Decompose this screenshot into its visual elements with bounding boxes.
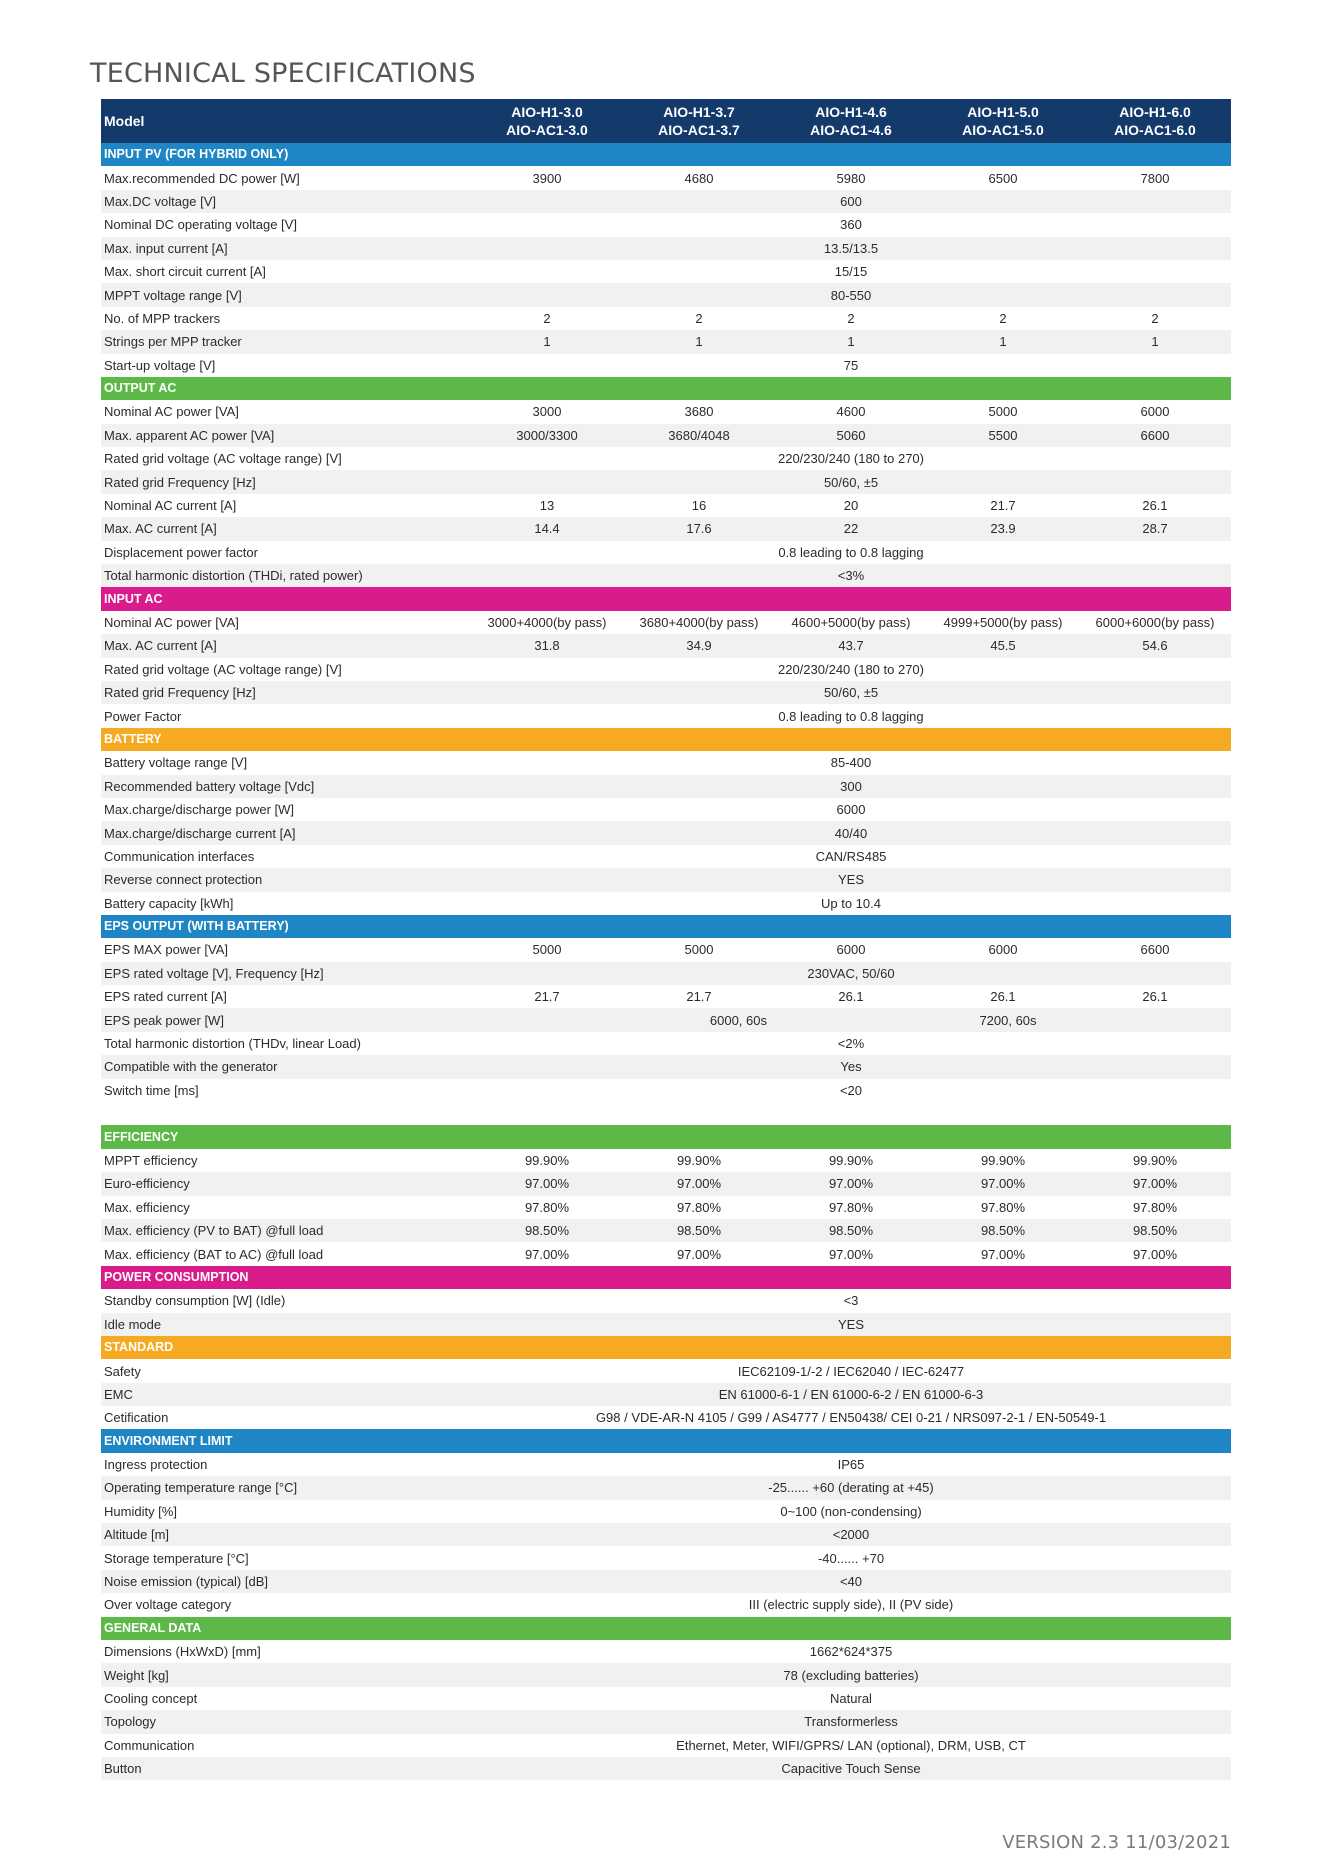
table-row <box>101 1453 1231 1476</box>
spec-value: 97.80% <box>980 1199 1026 1215</box>
spec-label: Rated grid Frequency [Hz] <box>101 681 471 704</box>
table-row <box>101 1593 1231 1616</box>
spec-value-shared: -25...... +60 (derating at +45) <box>471 1476 1231 1499</box>
spec-value: 17.6 <box>623 517 775 540</box>
table-row <box>101 1219 1231 1242</box>
spec-value-shared: 40/40 <box>471 821 1231 844</box>
spec-label: Standby consumption [W] (Idle) <box>104 1293 286 1309</box>
spec-label: Max.DC voltage [V] <box>101 190 471 213</box>
spec-value: 4600+5000(by pass) <box>791 615 911 630</box>
table-row <box>101 634 1231 657</box>
spec-value: 3900 <box>532 170 562 186</box>
spec-value: 4680 <box>684 170 714 186</box>
spec-label: Humidity [%] <box>104 1503 177 1519</box>
spec-value: 98.50% <box>471 1219 623 1242</box>
spec-value-shared: Up to 10.4 <box>821 895 881 911</box>
spec-label: Operating temperature range [°C] <box>101 1476 471 1499</box>
spec-label: Max.charge/discharge power [W] <box>104 802 295 818</box>
spec-value: 5000 <box>532 942 562 958</box>
spec-value: 98.50% <box>623 1219 775 1242</box>
spec-value: 26.1 <box>990 989 1016 1005</box>
table-row <box>101 470 1231 493</box>
table-row <box>101 517 1231 540</box>
table-row <box>101 1008 1231 1031</box>
spec-label: No. of MPP trackers <box>104 310 221 326</box>
spec-label: Safety <box>104 1363 141 1379</box>
model-name-h1: AIO-H1-4.6 <box>815 103 887 120</box>
section-title: BATTERY <box>101 728 1231 751</box>
spec-value: 97.00% <box>927 1172 1079 1195</box>
table-row <box>101 1734 1231 1757</box>
spec-label: Idle mode <box>101 1313 471 1336</box>
spec-value: 97.00% <box>623 1172 775 1195</box>
spec-label: Max. AC current [A] <box>101 634 471 657</box>
spec-value: 1 <box>623 330 775 353</box>
spec-value-shared: 13.5/13.5 <box>471 237 1231 260</box>
table-row <box>101 1359 1231 1382</box>
spec-value-shared: <3% <box>471 564 1231 587</box>
section-header-row <box>101 915 1231 938</box>
spec-value: 2 <box>695 310 703 326</box>
spec-value: 2 <box>847 310 855 326</box>
spec-value-shared: 220/230/240 (180 to 270) <box>777 451 924 467</box>
spec-value: 99.90% <box>1132 1152 1178 1168</box>
table-row <box>101 1640 1231 1663</box>
table-row <box>101 681 1231 704</box>
spec-label: Start-up voltage [V] <box>104 357 216 373</box>
table-row <box>101 1313 1231 1336</box>
spec-table-body <box>101 99 1231 1780</box>
spec-value-shared: -40...... +70 <box>817 1550 885 1566</box>
version-footer: VERSION 2.3 11/03/2021 <box>1002 1832 1231 1853</box>
table-row <box>101 166 1231 189</box>
table-row <box>101 868 1231 891</box>
section-header-row <box>101 728 1231 751</box>
spec-label: Dimensions (HxWxD) [mm] <box>104 1644 261 1660</box>
spec-value: 97.00% <box>1132 1246 1178 1262</box>
spec-label: Max. input current [A] <box>101 237 471 260</box>
spec-label: Ingress protection <box>104 1457 208 1473</box>
spec-value: 7800 <box>1140 170 1170 186</box>
spacer-row <box>101 1102 1231 1125</box>
table-row <box>101 283 1231 306</box>
section-title: OUTPUT AC <box>101 377 1231 400</box>
spec-value: 28.7 <box>1079 517 1231 540</box>
spec-value: 13 <box>539 498 555 514</box>
section-header-row <box>101 587 1231 610</box>
spec-label: Storage temperature [°C] <box>104 1550 249 1566</box>
spec-value: 21.7 <box>990 498 1016 514</box>
table-row <box>101 1687 1231 1710</box>
spec-value-shared: EN 61000-6-1 / EN 61000-6-2 / EN 61000-6-3 <box>471 1383 1231 1406</box>
spec-value-shared: 85-400 <box>830 755 872 771</box>
table-row <box>101 354 1231 377</box>
spec-value: 99.90% <box>676 1152 722 1168</box>
spec-value-shared: CAN/RS485 <box>815 848 887 864</box>
spec-value-shared: G98 / VDE-AR-N 4105 / G99 / AS4777 / EN50438/ CEI 0-21 / NRS097-2-1 / EN-50549-1 <box>595 1410 1107 1426</box>
spec-label: Max. apparent AC power [VA] <box>101 424 471 447</box>
spec-value-shared: 600 <box>471 190 1231 213</box>
spec-value: 97.00% <box>775 1172 927 1195</box>
spec-label: Battery voltage range [V] <box>104 755 248 771</box>
spec-value: 6600 <box>1140 942 1170 958</box>
spec-value: 5060 <box>775 424 927 447</box>
spec-label: EPS rated voltage [V], Frequency [Hz] <box>101 962 471 985</box>
spec-label: Communication interfaces <box>104 848 255 864</box>
table-row <box>101 1196 1231 1219</box>
section-title: GENERAL DATA <box>101 1617 1231 1640</box>
spec-value: 6000+6000(by pass) <box>1095 615 1215 630</box>
spec-value-shared: 0.8 leading to 0.8 lagging <box>778 708 924 724</box>
section-title: STANDARD <box>101 1336 1231 1359</box>
spec-value: 5000 <box>988 404 1018 420</box>
spec-value-shared: 220/230/240 (180 to 270) <box>777 661 924 677</box>
model-header-cell <box>623 99 775 143</box>
spec-value-shared: 80-550 <box>471 283 1231 306</box>
table-row <box>101 1406 1231 1429</box>
table-row <box>101 237 1231 260</box>
spec-value: 26.1 <box>838 989 864 1005</box>
spec-label: Nominal AC current [A] <box>104 498 237 514</box>
spec-label: Battery capacity [kWh] <box>104 895 234 911</box>
table-row <box>101 1500 1231 1523</box>
table-row <box>101 1079 1231 1102</box>
spec-table <box>101 99 1231 1780</box>
model-name-ac1: AIO-AC1-6.0 <box>1114 122 1196 138</box>
spec-value: 26.1 <box>1142 498 1168 514</box>
spec-value-shared: IEC62109-1/-2 / IEC62040 / IEC-62477 <box>737 1363 965 1379</box>
table-row <box>101 1289 1231 1312</box>
table-row <box>101 1546 1231 1569</box>
table-row <box>101 611 1231 634</box>
model-name-ac1: AIO-AC1-3.0 <box>506 122 588 138</box>
spec-value: 31.8 <box>471 634 623 657</box>
spec-value-shared: IP65 <box>837 1457 865 1473</box>
spec-value: 45.5 <box>927 634 1079 657</box>
spec-label: Rated grid voltage (AC voltage range) [V] <box>104 451 342 467</box>
table-row <box>101 962 1231 985</box>
spec-value: 97.80% <box>828 1199 874 1215</box>
spec-label: Rated grid voltage (AC voltage range) [V] <box>104 661 342 677</box>
spec-label: Nominal AC power [VA] <box>104 615 239 630</box>
spec-label: Over voltage category <box>104 1597 232 1613</box>
spec-label: Altitude [m] <box>101 1523 471 1546</box>
spec-value-shared: 0~100 (non-condensing) <box>780 1503 922 1519</box>
table-row <box>101 400 1231 423</box>
table-row <box>101 541 1231 564</box>
spec-value-shared: 1662*624*375 <box>809 1644 893 1660</box>
section-header-row <box>101 1336 1231 1359</box>
section-header-row <box>101 1266 1231 1289</box>
spec-value: 26.1 <box>1142 989 1168 1005</box>
spec-label: Max. efficiency (BAT to AC) @full load <box>104 1246 324 1262</box>
table-row <box>101 1570 1231 1593</box>
spec-label: Recommended battery voltage [Vdc] <box>101 775 471 798</box>
spec-value-shared: 360 <box>840 217 862 233</box>
spec-value: 98.50% <box>927 1219 1079 1242</box>
spec-value-shared: Transformerless <box>471 1710 1231 1733</box>
spec-value: 97.00% <box>676 1246 722 1262</box>
spec-label: Nominal DC operating voltage [V] <box>104 217 297 233</box>
section-title: EPS OUTPUT (WITH BATTERY) <box>101 915 1231 938</box>
table-row <box>101 658 1231 681</box>
spec-value-shared: YES <box>471 868 1231 891</box>
table-row <box>101 1242 1231 1265</box>
spec-value-shared: <2% <box>837 1036 865 1052</box>
spec-label: Strings per MPP tracker <box>101 330 471 353</box>
spec-value: 6500 <box>988 170 1018 186</box>
spec-value-group: 7200, 60s <box>775 1008 1231 1031</box>
table-row <box>101 307 1231 330</box>
spec-value-shared: 6000 <box>836 802 866 818</box>
spec-label: Displacement power factor <box>104 544 258 560</box>
spec-label: Max.recommended DC power [W] <box>104 170 300 186</box>
table-row <box>101 1032 1231 1055</box>
spec-value: 3680+4000(by pass) <box>639 615 759 630</box>
spec-value: 99.90% <box>828 1152 874 1168</box>
spec-value-group: 6000, 60s <box>471 1008 775 1031</box>
spec-value: 97.00% <box>980 1246 1026 1262</box>
spec-label: EPS MAX power [VA] <box>104 942 229 958</box>
spec-value: 6600 <box>1079 424 1231 447</box>
spec-label: Noise emission (typical) [dB] <box>101 1570 471 1593</box>
model-name-ac1: AIO-AC1-3.7 <box>658 122 740 138</box>
spec-label: Communication <box>104 1737 195 1753</box>
spec-value: 98.50% <box>775 1219 927 1242</box>
spec-value-shared: 50/60, ±5 <box>471 681 1231 704</box>
spec-label: Max. efficiency (PV to BAT) @full load <box>101 1219 471 1242</box>
spec-value-shared: III (electric supply side), II (PV side) <box>748 1597 954 1613</box>
table-row <box>101 704 1231 727</box>
spec-label: Power Factor <box>104 708 182 724</box>
spec-value: 4600 <box>836 404 866 420</box>
spec-value: 5000 <box>684 942 714 958</box>
spec-value: 43.7 <box>775 634 927 657</box>
spec-value-shared: 78 (excluding batteries) <box>471 1663 1231 1686</box>
section-title: ENVIRONMENT LIMIT <box>101 1429 1231 1452</box>
spec-value-shared: 50/60, ±5 <box>471 470 1231 493</box>
table-row <box>101 985 1231 1008</box>
spec-value: 1 <box>927 330 1079 353</box>
spec-value-shared: Yes <box>471 1055 1231 1078</box>
spec-value-shared: Natural <box>830 1690 872 1706</box>
section-header-row <box>101 1617 1231 1640</box>
model-header-cell <box>471 99 623 143</box>
spec-value: 2 <box>543 310 551 326</box>
model-name-h1: AIO-H1-5.0 <box>967 103 1039 120</box>
spec-value: 23.9 <box>927 517 1079 540</box>
spec-value: 54.6 <box>1079 634 1231 657</box>
spec-value: 97.00% <box>828 1246 874 1262</box>
spec-label: Button <box>101 1757 471 1780</box>
table-row <box>101 330 1231 353</box>
spec-value: 21.7 <box>686 989 712 1005</box>
page-title: TECHNICAL SPECIFICATIONS <box>90 58 476 89</box>
table-row <box>101 1383 1231 1406</box>
spec-label: EPS rated current [A] <box>104 989 227 1005</box>
spec-value: 2 <box>999 310 1007 326</box>
model-name-h1: AIO-H1-6.0 <box>1119 103 1191 120</box>
model-name-h1: AIO-H1-3.7 <box>663 103 735 120</box>
spec-value: 99.90% <box>980 1152 1026 1168</box>
table-row <box>101 1476 1231 1499</box>
spec-value: 97.00% <box>1079 1172 1231 1195</box>
spec-label: MPPT voltage range [V] <box>101 283 471 306</box>
table-row <box>101 938 1231 961</box>
spec-value: 99.90% <box>524 1152 570 1168</box>
table-row <box>101 751 1231 774</box>
spec-value-shared: <3 <box>843 1293 859 1309</box>
spec-label: Weight [kg] <box>101 1663 471 1686</box>
spec-value: 5500 <box>927 424 1079 447</box>
section-header-row <box>101 1125 1231 1148</box>
spec-label: EMC <box>101 1383 471 1406</box>
spec-label: Max. AC current [A] <box>101 517 471 540</box>
model-name-h1: AIO-H1-3.0 <box>511 103 583 120</box>
section-title: INPUT PV (FOR HYBRID ONLY) <box>101 143 1231 166</box>
spec-label: Compatible with the generator <box>101 1055 471 1078</box>
table-row <box>101 821 1231 844</box>
spec-value-shared: 0.8 leading to 0.8 lagging <box>778 544 924 560</box>
table-row <box>101 494 1231 517</box>
spec-value-shared: YES <box>471 1313 1231 1336</box>
table-header-row <box>101 99 1231 143</box>
spec-value: 3680 <box>684 404 714 420</box>
spec-value: 97.80% <box>676 1199 722 1215</box>
spec-value: 3000 <box>532 404 562 420</box>
spec-value: 14.4 <box>471 517 623 540</box>
spec-value: 97.80% <box>1132 1199 1178 1215</box>
spec-value-shared: Capacitive Touch Sense <box>471 1757 1231 1780</box>
model-header-cell <box>927 99 1079 143</box>
spec-value-shared: <40 <box>471 1570 1231 1593</box>
table-row <box>101 798 1231 821</box>
spec-label: Max. short circuit current [A] <box>104 264 266 280</box>
spec-label: EPS peak power [W] <box>101 1008 471 1031</box>
spec-value: 1 <box>1079 330 1231 353</box>
spec-value: 98.50% <box>1079 1219 1231 1242</box>
spec-value-shared: Ethernet, Meter, WIFI/GPRS/ LAN (optional), DRM, USB, CT <box>676 1737 1026 1753</box>
table-row <box>101 1172 1231 1195</box>
spec-label: Nominal AC power [VA] <box>104 404 239 420</box>
spec-label: Rated grid Frequency [Hz] <box>101 470 471 493</box>
spec-value: 22 <box>775 517 927 540</box>
table-row <box>101 1055 1231 1078</box>
model-header-label: Model <box>101 99 471 143</box>
section-title: EFFICIENCY <box>101 1125 1231 1148</box>
spec-value: 4999+5000(by pass) <box>943 615 1063 630</box>
spec-value: 5980 <box>836 170 866 186</box>
spec-label: MPPT efficiency <box>104 1152 198 1168</box>
spec-value: 1 <box>775 330 927 353</box>
spec-value-shared: 15/15 <box>834 264 868 280</box>
spec-value: 21.7 <box>534 989 560 1005</box>
spec-value: 3000/3300 <box>471 424 623 447</box>
spec-value: 2 <box>1151 310 1159 326</box>
model-name-ac1: AIO-AC1-4.6 <box>810 122 892 138</box>
section-title: POWER CONSUMPTION <box>101 1266 1231 1289</box>
table-row <box>101 1757 1231 1780</box>
spec-value: 34.9 <box>623 634 775 657</box>
spec-label: Cooling concept <box>104 1690 198 1706</box>
spec-value-shared: 300 <box>471 775 1231 798</box>
model-header-cell <box>775 99 927 143</box>
spec-value: 6000 <box>836 942 866 958</box>
table-row <box>101 1523 1231 1546</box>
table-row <box>101 564 1231 587</box>
spec-value: 1 <box>471 330 623 353</box>
spec-value-shared: <2000 <box>471 1523 1231 1546</box>
table-row <box>101 424 1231 447</box>
spec-value: 97.80% <box>524 1199 570 1215</box>
table-row <box>101 213 1231 236</box>
spec-label: Euro-efficiency <box>101 1172 471 1195</box>
section-header-row <box>101 1429 1231 1452</box>
section-header-row <box>101 377 1231 400</box>
spec-value: 6000 <box>988 942 1018 958</box>
table-row <box>101 260 1231 283</box>
table-row <box>101 845 1231 868</box>
spacer-cell <box>101 1102 1231 1125</box>
table-row <box>101 1663 1231 1686</box>
spec-value: 16 <box>691 498 707 514</box>
table-row <box>101 447 1231 470</box>
spec-value: 20 <box>843 498 859 514</box>
table-row <box>101 1149 1231 1172</box>
spec-value-shared: 75 <box>843 357 859 373</box>
spec-label: Reverse connect protection <box>101 868 471 891</box>
spec-value: 6000 <box>1140 404 1170 420</box>
model-name-ac1: AIO-AC1-5.0 <box>962 122 1044 138</box>
spec-label: Topology <box>101 1710 471 1733</box>
spec-value: 97.00% <box>524 1246 570 1262</box>
table-row <box>101 190 1231 213</box>
table-row <box>101 892 1231 915</box>
spec-value-shared: <20 <box>839 1082 863 1098</box>
spec-value: 3000+4000(by pass) <box>487 615 607 630</box>
spec-value: 3680/4048 <box>623 424 775 447</box>
section-header-row <box>101 143 1231 166</box>
spec-label: Switch time [ms] <box>104 1082 199 1098</box>
spec-value: 97.00% <box>471 1172 623 1195</box>
model-header-cell <box>1079 99 1231 143</box>
table-row <box>101 775 1231 798</box>
spec-label: Max.charge/discharge current [A] <box>101 821 471 844</box>
spec-label: Cetification <box>104 1410 169 1426</box>
spec-value-shared: 230VAC, 50/60 <box>471 962 1231 985</box>
table-row <box>101 1710 1231 1733</box>
spec-label: Max. efficiency <box>104 1199 190 1215</box>
spec-label: Total harmonic distortion (THDv, linear Load) <box>104 1036 361 1052</box>
spec-label: Total harmonic distortion (THDi, rated power) <box>101 564 471 587</box>
section-title: INPUT AC <box>101 587 1231 610</box>
